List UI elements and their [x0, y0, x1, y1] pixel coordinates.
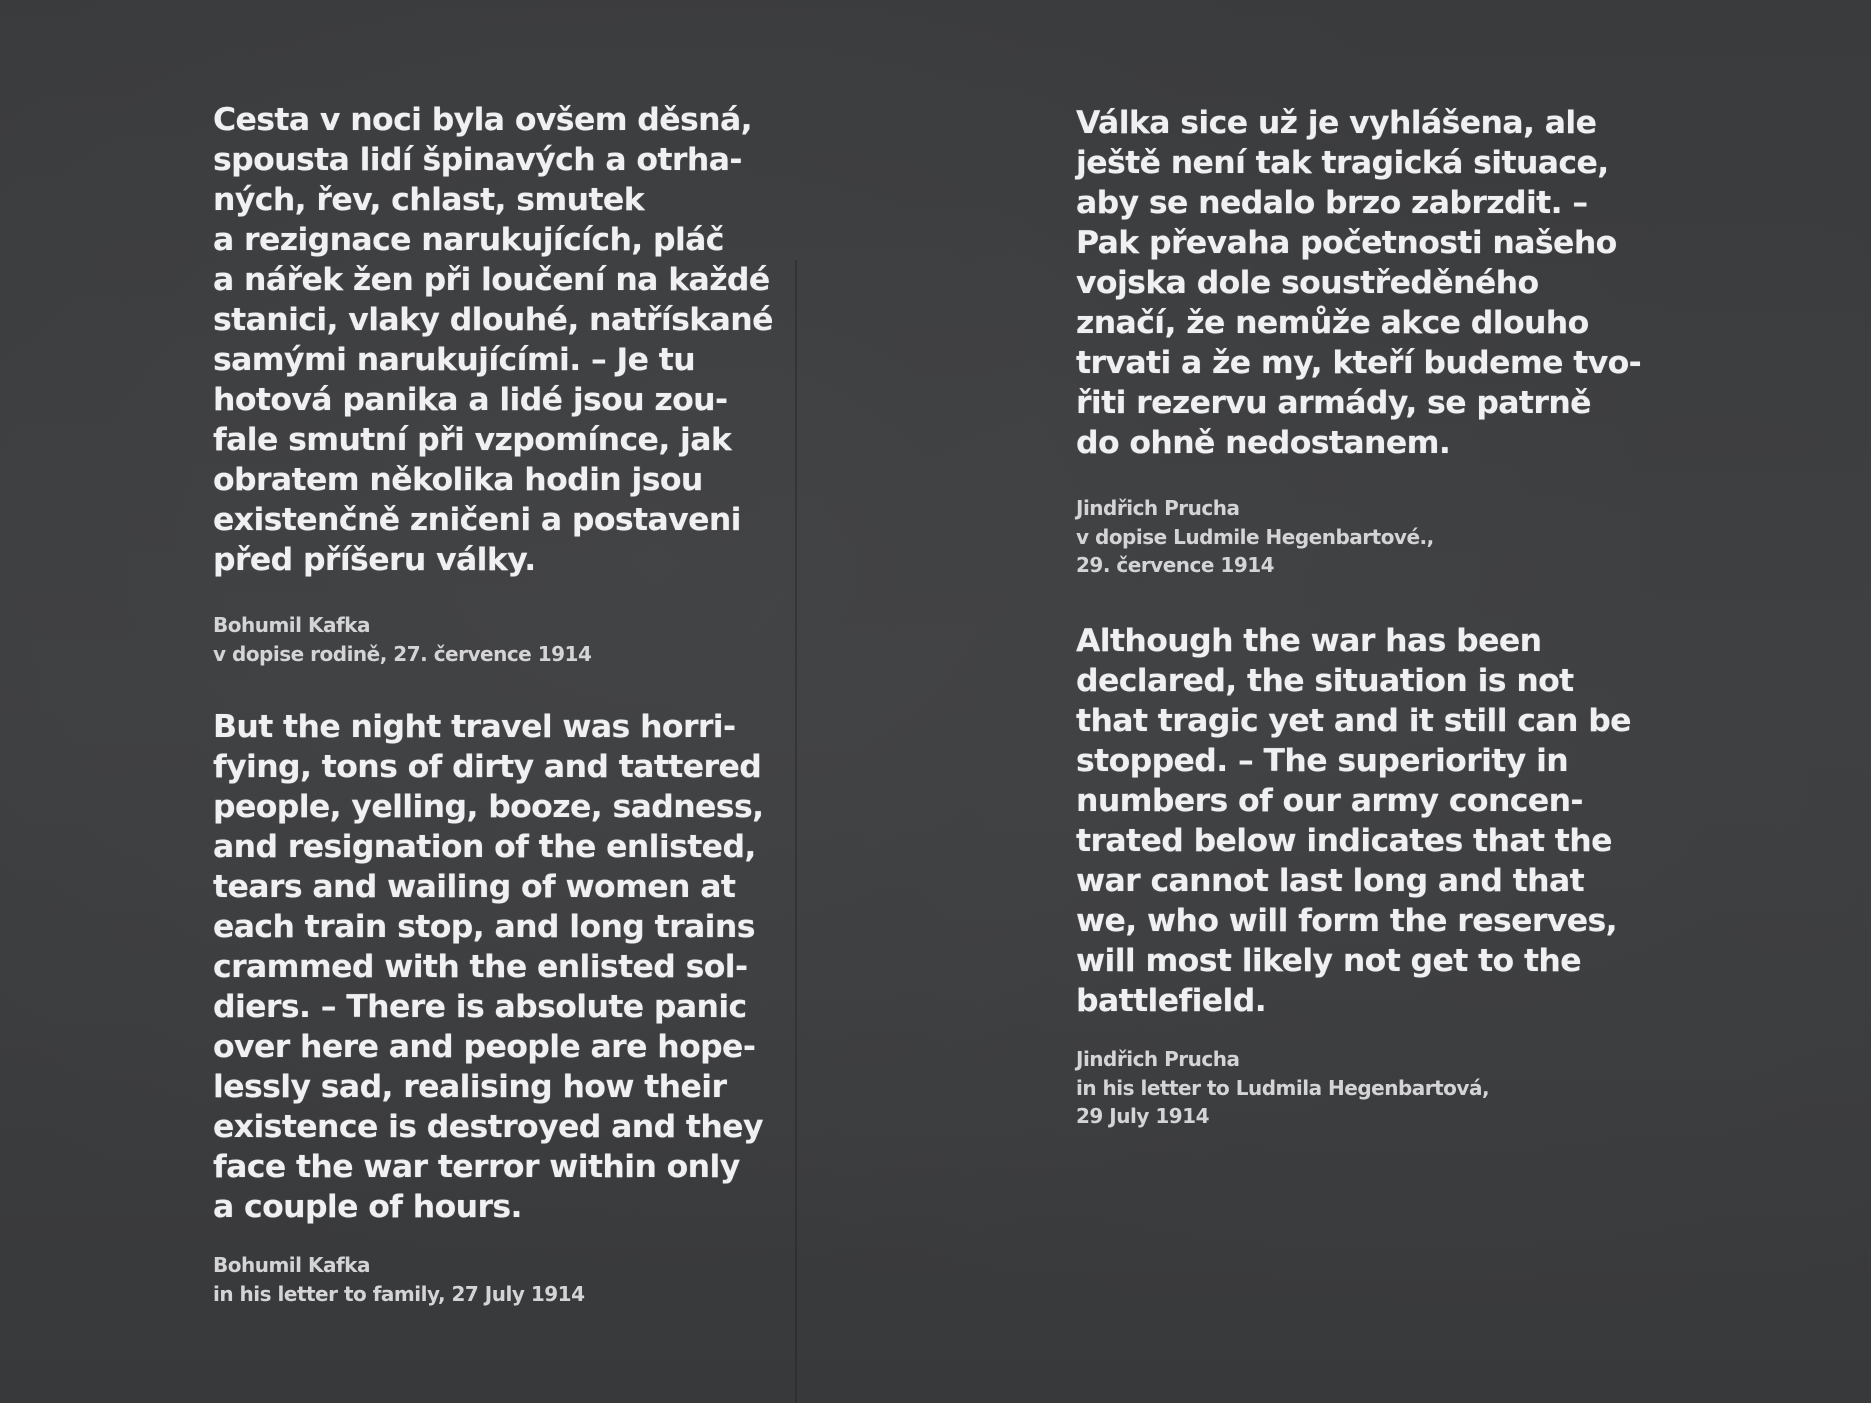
letter-source: v dopise rodině, 27. července 1914	[213, 641, 592, 666]
author-name: Jindřich Prucha	[1076, 496, 1240, 520]
wall-panel-seam	[795, 260, 797, 1403]
english-quote-kafka: But the night travel was horri- fying, tons of dirty and tattered people, yelling, booze, sadness, and resignation of the enlisted, tears and wailing of women at each train stop, and long trains crammed with the enlisted sol- diers. – There is absolute panic over here and people are hope- lessly sad, realising how their existence is destroyed and they face the war terror within only a couple of hours.	[213, 709, 764, 1225]
letter-source: in his letter to Ludmila Hegenbartová, 29 July 1914	[1076, 1075, 1490, 1128]
letter-source: v dopise Ludmile Hegenbartové., 29. července 1914	[1076, 524, 1434, 577]
author-name: Bohumil Kafka	[213, 613, 370, 637]
czech-quote-block-prucha	[1076, 103, 1676, 463]
english-quote-block-kafka	[213, 707, 793, 1227]
czech-credit-kafka	[213, 611, 793, 668]
czech-quote-kafka: Cesta v noci byla ovšem děsná, spousta lidí špinavých a otrha- ných, řev, chlast, smutek a rezignace narukujících, pláč a nářek žen při loučení na každé stanici, vlaky dlouhé, natřískané samými narukujícími. – Je tu hotová panika a lidé jsou zou- fale smutní při vzpomínce, jak obratem několika hodin jsou existenčně zničeni a postaveni před příšeru války.	[213, 102, 773, 578]
letter-source: in his letter to family, 27 July 1914	[213, 1281, 585, 1306]
czech-credit-prucha	[1076, 494, 1676, 580]
english-credit-kafka	[213, 1251, 793, 1308]
czech-quote-prucha: Válka sice už je vyhlášena, ale ještě není tak tragická situace, aby se nedalo brzo zabrzdit. – Pak převaha početnosti našeho vojska dole soustředěného značí, že nemůže akce dlouho trvati a že my, kteří budeme tvo- řiti rezervu armády, se patrně do ohně nedostanem.	[1076, 105, 1642, 461]
author-name: Bohumil Kafka	[213, 1253, 370, 1277]
author-name: Jindřich Prucha	[1076, 1047, 1240, 1071]
english-quote-block-prucha	[1076, 621, 1676, 1021]
english-quote-prucha: Although the war has been declared, the situation is not that tragic yet and it still can be stopped. – The superiority in numbers of our army concen- trated below indicates that the war cannot last long and that we, who will form the reserves, will most likely not get to the battlefield.	[1076, 623, 1631, 1019]
czech-quote-block-kafka	[213, 100, 793, 580]
english-credit-prucha	[1076, 1045, 1676, 1131]
